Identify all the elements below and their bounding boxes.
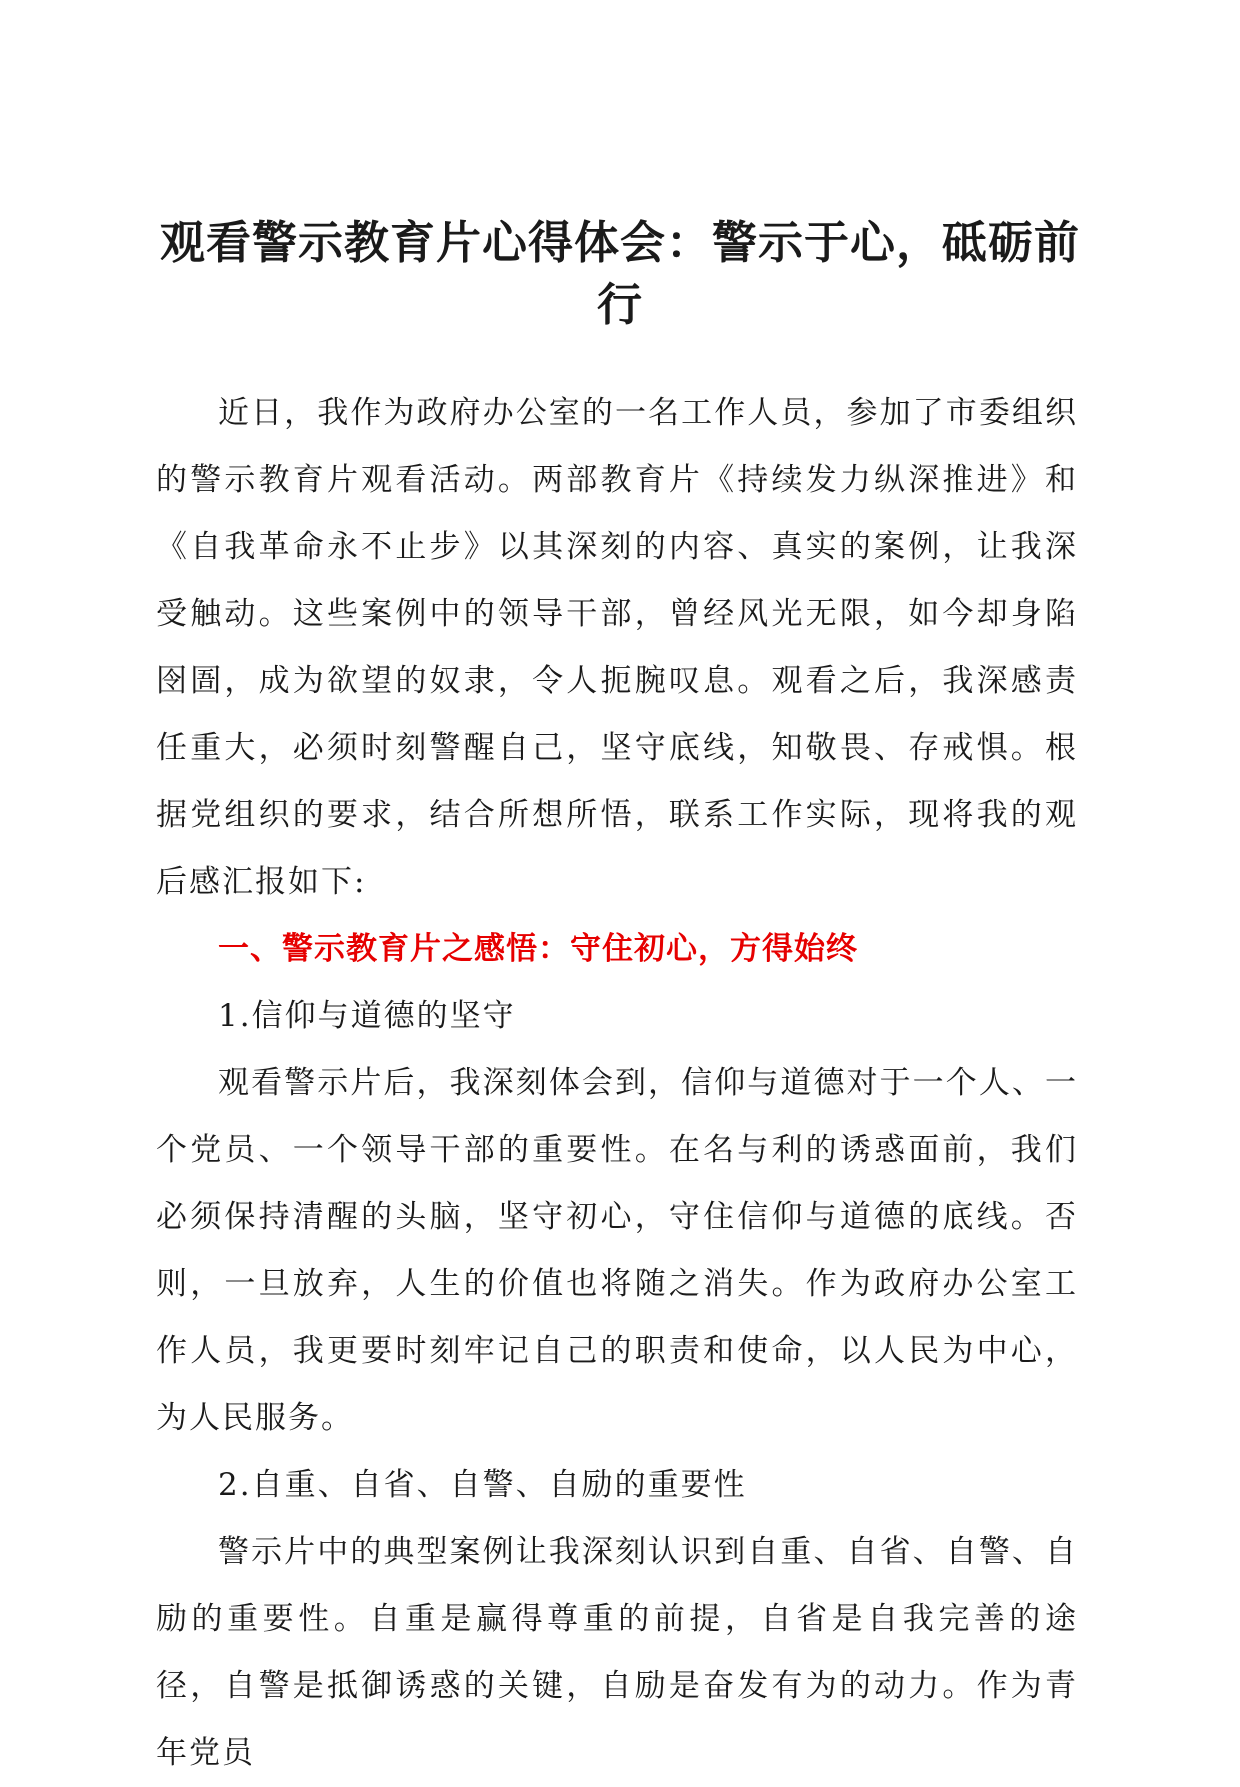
intro-paragraph: 近日，我作为政府办公室的一名工作人员，参加了市委组织的警示教育片观看活动。两部教育片《持续发力纵深推进》和《自我革命永不止步》以其深刻的内容、真实的案例，让我深受触动。这些案例中的领导干部，曾经风光无限，如今却身陷囹圄，成为欲望的奴隶，令人扼腕叹息。观看之后，我深感责任重大，必须时刻警醒自己，坚守底线，知敬畏、存戒惧。根据党组织的要求，结合所想所悟，联系工作实际，现将我的观后感汇报如下: (156, 395, 1078, 900)
self-discipline-paragraph: 警示片中的典型案例让我深刻认识到自重、自省、自警、自励的重要性。自重是赢得尊重的前提，自省是自我完善的途径，自警是抵御诱惑的关键，自励是奋发有为的动力。作为青年党员 (156, 1534, 1078, 1771)
document-body (156, 380, 1078, 1787)
faith-morality-paragraph: 观看警示片后，我深刻体会到，信仰与道德对于一个人、一个党员、一个领导干部的重要性。在名与利的诱惑面前，我们必须保持清醒的头脑，坚守初心，守住信仰与道德的底线。否则，一旦放弃，人生的价值也将随之消失。作为政府办公室工作人员，我更要时刻牢记自己的职责和使命，以人民为中心，为人民服务。 (156, 1065, 1078, 1436)
subheading-faith-morality: 1.信仰与道德的坚守 (218, 998, 516, 1034)
section-heading: 一、警示教育片之感悟：守住初心，方得始终 (218, 931, 858, 967)
document-title: 观看警示教育片心得体会：警示于心，砥砺前行 (159, 216, 1080, 331)
subheading-self-discipline: 2.自重、自省、自警、自励的重要性 (218, 1467, 747, 1503)
